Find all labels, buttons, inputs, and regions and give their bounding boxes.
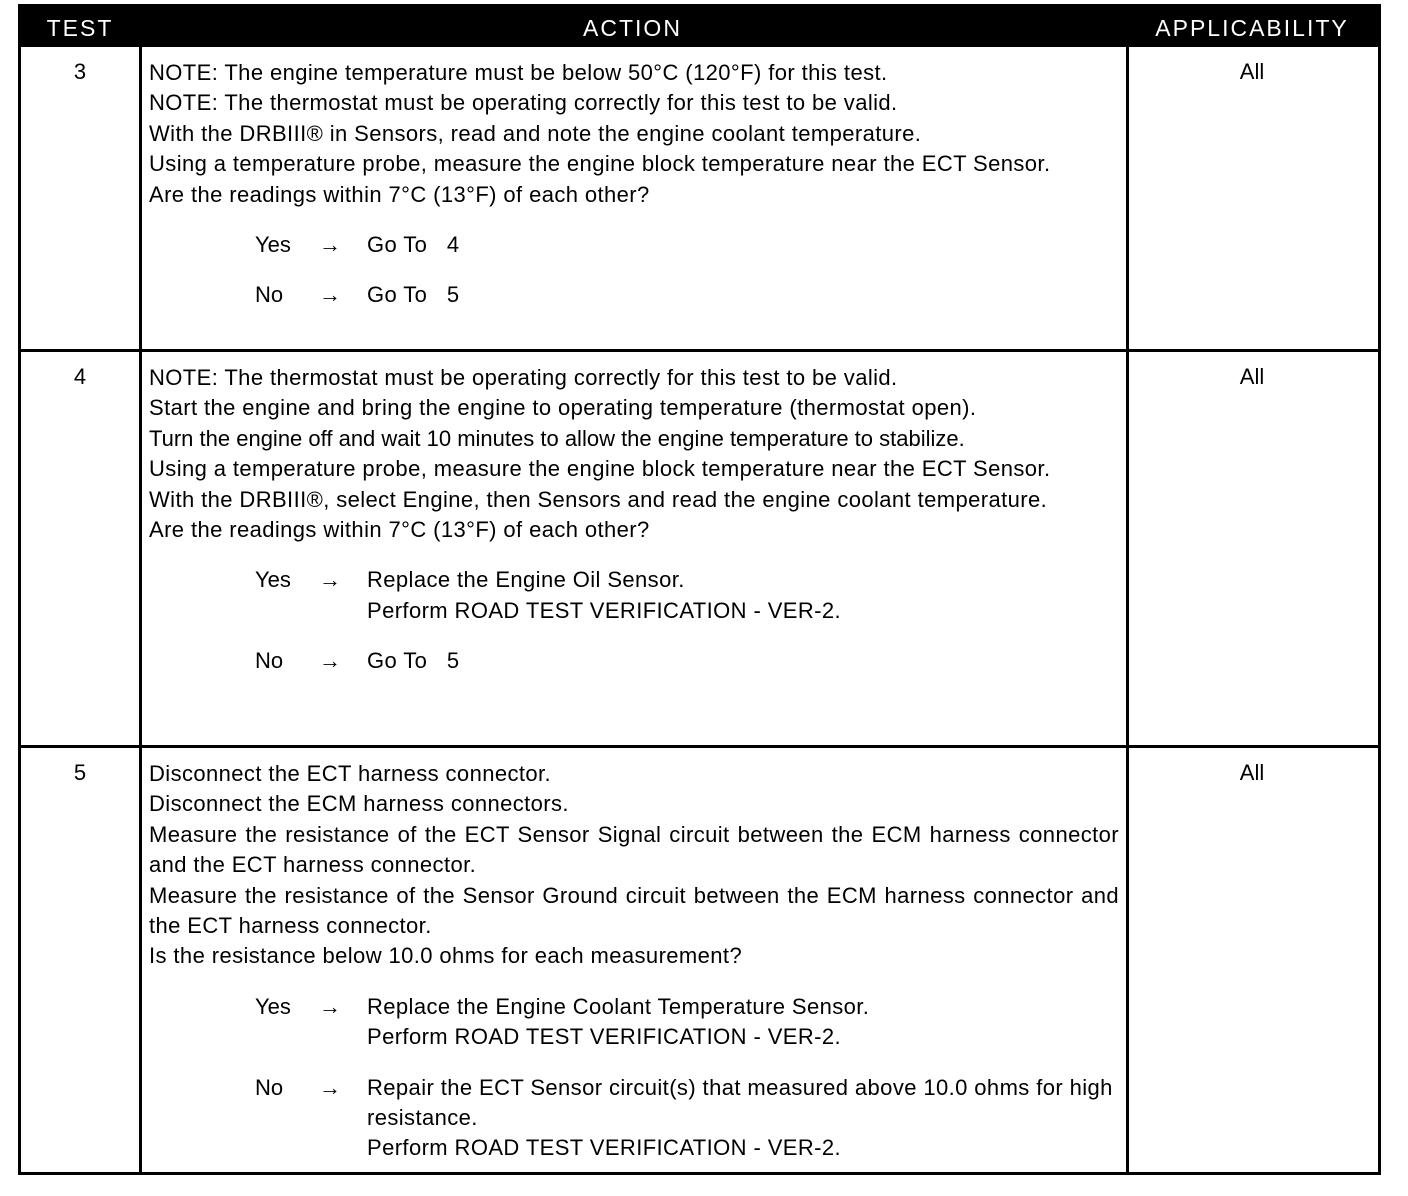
yes-outcome xyxy=(149,230,1119,260)
no-label: No xyxy=(255,282,284,308)
column-divider xyxy=(139,47,142,1172)
action-cell xyxy=(149,363,1119,677)
header-test: TEST xyxy=(46,15,114,41)
outcome-text: Go To 5 xyxy=(367,648,460,674)
action-line: Using a temperature probe, measure the engine block temperature near the ECT Sensor. xyxy=(149,151,1051,177)
action-line: With the DRBIII® in Sensors, read and note the engine coolant temperature. xyxy=(149,120,922,146)
arrow-right-icon: → xyxy=(319,993,341,1019)
action-line: NOTE: The engine temperature must be below 50°C (120°F) for this test. xyxy=(149,60,888,85)
arrow-right-icon: → xyxy=(319,282,341,308)
action-line: Measure the resistance of the ECT Sensor Signal circuit between the ECM harness connector and the ECT harness connector. xyxy=(149,821,1119,878)
outcome-line: Perform ROAD TEST VERIFICATION - VER-2. xyxy=(367,1135,842,1161)
diagnostic-test-table xyxy=(18,4,1381,1175)
no-label: No xyxy=(255,1074,284,1100)
outcome-text xyxy=(367,992,1119,1053)
outcome-line: Replace the Engine Coolant Temperature Sensor. xyxy=(367,993,870,1019)
action-cell xyxy=(149,58,1119,311)
action-line: Start the engine and bring the engine to operating temperature (thermostat open). xyxy=(149,395,977,421)
action-line: Turn the engine off and wait 10 minutes to allow the engine temperature to stabilize. xyxy=(149,425,965,451)
applicability-value: All xyxy=(1239,59,1265,84)
action-line: NOTE: The thermostat must be operating correctly for this test to be valid. xyxy=(149,90,898,116)
applicability-value: All xyxy=(1239,760,1265,785)
outcome-text xyxy=(367,565,1119,626)
applicability-value: All xyxy=(1239,364,1265,389)
action-question: Are the readings within 7°C (13°F) of each other? xyxy=(149,181,650,207)
arrow-right-icon: → xyxy=(319,567,341,593)
yes-outcome xyxy=(149,992,1119,1053)
yes-label: Yes xyxy=(255,993,291,1019)
outcome-line: Replace the Engine Oil Sensor. xyxy=(367,567,685,593)
yes-outcome xyxy=(149,565,1119,626)
outcome-text: Go To 5 xyxy=(367,282,460,308)
action-line: Disconnect the ECM harness connectors. xyxy=(149,791,569,817)
action-line: Using a temperature probe, measure the engine block temperature near the ECT Sensor. xyxy=(149,456,1051,482)
action-question: Is the resistance below 10.0 ohms for each measurement? xyxy=(149,943,743,969)
header-applicability: APPLICABILITY xyxy=(1155,15,1349,41)
action-line: Measure the resistance of the Sensor Ground circuit between the ECM harness connector and the ECT harness connector. xyxy=(149,882,1119,939)
outcome-line: Repair the ECT Sensor circuit(s) that measured above 10.0 ohms for high resistance. xyxy=(367,1074,1113,1131)
row-divider xyxy=(21,745,1378,748)
action-line: With the DRBIII®, select Engine, then Sensors and read the engine coolant temperature. xyxy=(149,486,1048,512)
action-line: Disconnect the ECT harness connector. xyxy=(149,761,552,786)
outcome-text xyxy=(367,1073,1119,1164)
no-outcome xyxy=(149,1073,1119,1164)
arrow-right-icon: → xyxy=(319,232,341,258)
yes-label: Yes xyxy=(255,232,291,258)
no-outcome xyxy=(149,280,1119,310)
action-line: NOTE: The thermostat must be operating correctly for this test to be valid. xyxy=(149,365,898,390)
no-label: No xyxy=(255,648,284,674)
yes-label: Yes xyxy=(255,567,291,593)
arrow-right-icon: → xyxy=(319,1074,341,1100)
action-cell xyxy=(149,759,1119,1164)
outcome-line: Perform ROAD TEST VERIFICATION - VER-2. xyxy=(367,1024,842,1050)
outcome-text: Go To 4 xyxy=(367,232,460,258)
row-divider xyxy=(21,349,1378,352)
column-divider xyxy=(1126,47,1129,1172)
header-action: ACTION xyxy=(583,15,682,41)
test-number: 4 xyxy=(73,364,87,389)
action-question: Are the readings within 7°C (13°F) of each other? xyxy=(149,517,650,543)
test-number: 5 xyxy=(73,760,87,785)
outcome-line: Perform ROAD TEST VERIFICATION - VER-2. xyxy=(367,597,842,623)
arrow-right-icon: → xyxy=(319,648,341,674)
table-header xyxy=(21,7,1378,47)
test-number: 3 xyxy=(73,59,87,84)
no-outcome xyxy=(149,646,1119,676)
